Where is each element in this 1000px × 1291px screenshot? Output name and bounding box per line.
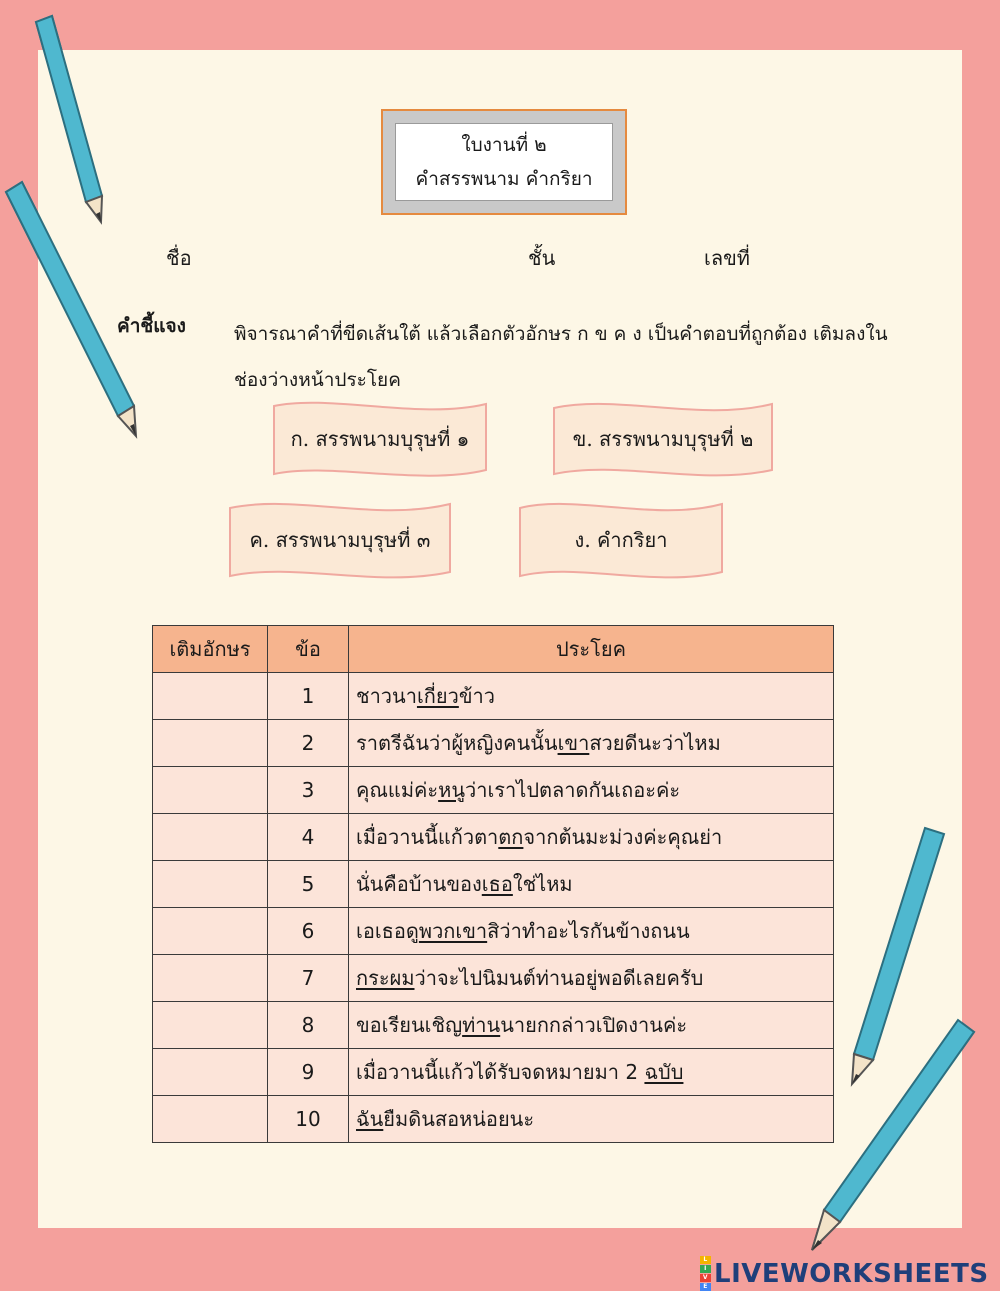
sentence-text: ว่าจะไปนิมนต์ท่านอยู่พอดีเลยครับ <box>414 966 704 990</box>
sentence-text: ราตรีฉันว่าผู้หญิงคนนั้น <box>356 731 558 755</box>
item-number: 10 <box>268 1096 349 1143</box>
item-number: 7 <box>268 955 349 1002</box>
option-label: ง. คำกริยา <box>574 528 668 552</box>
number-label: เลขที่ <box>704 246 750 270</box>
answer-input-cell[interactable] <box>153 814 268 861</box>
sentence-text: ว่าเราไปตลาดกันเถอะค่ะ <box>465 778 681 802</box>
sentence <box>349 1096 834 1143</box>
table-row <box>153 673 834 720</box>
answer-input-cell[interactable] <box>153 673 268 720</box>
answer-input-cell[interactable] <box>153 1049 268 1096</box>
table-row <box>153 1049 834 1096</box>
sentence-text: นั่นคือบ้านของ <box>356 872 482 896</box>
item-number: 1 <box>268 673 349 720</box>
brand-cube: V <box>700 1274 711 1282</box>
instructions-label: คำชี้แจง <box>117 315 186 337</box>
table-row <box>153 861 834 908</box>
table-row <box>153 955 834 1002</box>
answer-input-cell[interactable] <box>153 1002 268 1049</box>
table-header-row <box>153 626 834 673</box>
option-label: ข. สรรพนามบุรุษที่ ๒ <box>572 427 754 451</box>
sentence-text: สิว่าทำอะไรกันข้างถนน <box>487 919 690 943</box>
option-banner-2 <box>550 398 776 480</box>
answer-input-cell[interactable] <box>153 908 268 955</box>
table-row <box>153 908 834 955</box>
underlined-word: เธอ <box>481 872 513 896</box>
sentence-text: นายกกล่าวเปิดงานค่ะ <box>500 1013 688 1037</box>
liveworksheets-logo <box>700 1256 989 1291</box>
sentence <box>349 673 834 720</box>
item-number: 6 <box>268 908 349 955</box>
underlined-word: ท่าน <box>462 1013 501 1037</box>
answer-input-cell[interactable] <box>153 720 268 767</box>
worksheet-title-line1: ใบงานที่ ๒ <box>461 134 547 156</box>
item-number: 3 <box>268 767 349 814</box>
brand-cube: I <box>700 1265 711 1273</box>
brand-cube: E <box>700 1283 711 1291</box>
sentence <box>349 955 834 1002</box>
underlined-word: ฉบับ <box>644 1060 684 1084</box>
sentence-text: เอเธอดู <box>356 919 419 943</box>
item-number: 4 <box>268 814 349 861</box>
item-number: 5 <box>268 861 349 908</box>
answer-input-cell[interactable] <box>153 767 268 814</box>
sentence <box>349 1002 834 1049</box>
item-number: 9 <box>268 1049 349 1096</box>
answers-table <box>152 625 834 1143</box>
sentence <box>349 861 834 908</box>
worksheet-title-box <box>381 109 627 215</box>
item-number: 8 <box>268 1002 349 1049</box>
sentence <box>349 908 834 955</box>
sentence-text: ข้าว <box>458 684 495 708</box>
sentence-text: ใช่ไหม <box>512 872 573 896</box>
underlined-word: เขา <box>557 731 590 755</box>
brand-cube: L <box>700 1256 711 1264</box>
sentence-text: ขอเรียนเชิญ <box>356 1013 463 1037</box>
table-row <box>153 767 834 814</box>
worksheet-title <box>395 123 613 201</box>
sentence <box>349 1049 834 1096</box>
underlined-word: กระผม <box>356 966 415 990</box>
sentence-text: สวยดีนะว่าไหม <box>589 731 721 755</box>
name-label: ชื่อ <box>166 246 192 270</box>
item-number: 2 <box>268 720 349 767</box>
option-banner-4 <box>516 498 726 582</box>
underlined-word: พวกเขา <box>418 919 488 943</box>
header-fill-letter: เติมอักษร <box>153 626 268 673</box>
table-row <box>153 1002 834 1049</box>
option-label: ก. สรรพนามบุรุษที่ ๑ <box>290 427 470 451</box>
table-row <box>153 1096 834 1143</box>
sentence-text: จากต้นมะม่วงค่ะคุณย่า <box>523 825 723 849</box>
sentence <box>349 767 834 814</box>
sentence <box>349 814 834 861</box>
sentence-text: ชาวนา <box>356 684 417 708</box>
class-label: ชั้น <box>528 246 556 270</box>
underlined-word: ตก <box>498 825 524 849</box>
table-row <box>153 814 834 861</box>
underlined-word: ฉัน <box>356 1107 384 1131</box>
option-banner-3 <box>226 498 454 582</box>
sentence <box>349 720 834 767</box>
header-sentence: ประโยค <box>349 626 834 673</box>
brand-cubes-icon <box>700 1256 711 1291</box>
sentence-text: เมื่อวานนี้แก้วตา <box>356 825 499 849</box>
sentence-text: เมื่อวานนี้แก้วได้รับจดหมายมา 2 <box>356 1060 645 1084</box>
answer-input-cell[interactable] <box>153 1096 268 1143</box>
underlined-word: เกี่ยว <box>416 684 459 708</box>
table-row <box>153 720 834 767</box>
option-banner-1 <box>270 398 490 480</box>
sentence-text: คุณแม่ค่ะ <box>356 778 439 802</box>
brand-name: LIVEWORKSHEETS <box>714 1258 989 1289</box>
option-label: ค. สรรพนามบุรุษที่ ๓ <box>249 528 431 552</box>
instructions-text: พิจารณาคำที่ขีดเส้นใต้ แล้วเลือกตัวอักษร ก ข ค ง เป็นคำตอบที่ถูกต้อง เติมลงในช่องว่างหน้าประโยค <box>234 323 888 391</box>
answer-input-cell[interactable] <box>153 955 268 1002</box>
worksheet-title-line2: คำสรรพนาม คำกริยา <box>415 168 593 190</box>
answer-input-cell[interactable] <box>153 861 268 908</box>
underlined-word: หนู <box>438 778 465 802</box>
header-item-number: ข้อ <box>268 626 349 673</box>
sentence-text: ยืมดินสอหน่อยนะ <box>383 1107 535 1131</box>
